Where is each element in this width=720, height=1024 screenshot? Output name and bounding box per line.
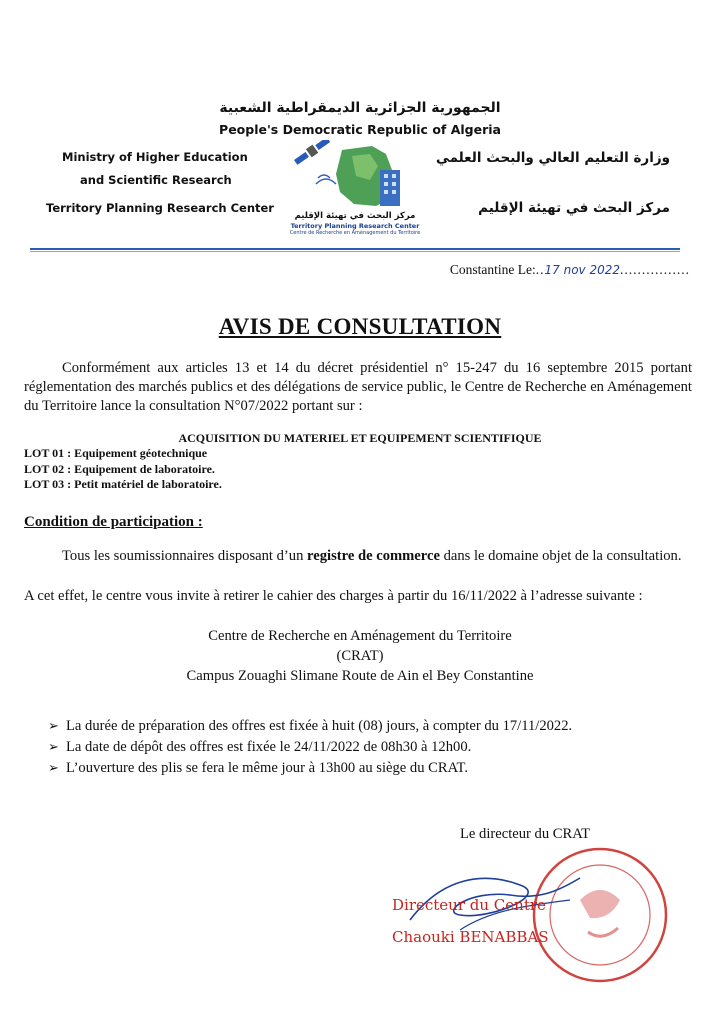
logo-caption-french: Centre de Recherche en Aménagement du Territoire (289, 230, 421, 236)
stamp-director-name: Chaouki BENABBAS (392, 928, 549, 946)
header-divider-secondary (30, 251, 680, 252)
lot-text: Equipement géotechnique (74, 446, 208, 460)
address-line-3: Campus Zouaghi Slimane Route de Ain el Bey Constantine (186, 668, 534, 684)
condition-text-bold: registre de commerce (307, 548, 440, 564)
date-line (450, 262, 690, 278)
research-center-arabic: مركز البحث في تهيئة الإقليم (478, 200, 670, 216)
bullet-text: La date de dépôt des offres est fixée le 24/11/2022 de 08h30 à 12h00. (66, 739, 472, 755)
address-line-2: (CRAT) (336, 648, 384, 664)
lot-text: Petit matériel de laboratoire. (74, 477, 222, 491)
lot-label: LOT 03 : (24, 477, 72, 491)
ministry-arabic: وزارة التعليم العالي والبحث العلمي (435, 150, 670, 166)
header-divider (30, 248, 680, 250)
condition-paragraph-1 (24, 547, 692, 566)
document-title: AVIS DE CONSULTATION (218, 314, 502, 339)
arrow-bullet-icon: ➢ (48, 761, 59, 776)
date-dots-after: ................ (620, 262, 690, 277)
arrow-bullet-icon: ➢ (48, 740, 59, 755)
lot-label: LOT 01 : (24, 446, 72, 460)
list-item (24, 477, 222, 493)
research-center-name: Territory Planning Research Center (46, 201, 274, 215)
bullet-text: L’ouverture des plis se fera le même jour à 13h00 au siège du CRAT. (66, 760, 469, 776)
lot-text: Equipement de laboratoire. (74, 461, 215, 476)
intro-paragraph: Conformément aux articles 13 et 14 du décret présidentiel n° 15-247 du 16 septembre 2015 portant réglementation des marchés publics et des délégations de service public, le Centre de Recherche en Aménagement du Territoire lance la consultation N°07/2022 portant sur : (24, 360, 692, 414)
conditions-list (48, 716, 572, 779)
lots-list (24, 446, 222, 493)
condition-paragraph-2: A cet effet, le centre vous invite à retirer le cahier des charges à partir du 16/11/2022 à l’adresse suivante : (24, 588, 643, 604)
list-item (24, 462, 222, 478)
ministry-line-1: Ministry of Higher Education (62, 150, 248, 164)
satellite-map-icon (280, 140, 430, 212)
ministry-line-2: and Scientific Research (80, 173, 232, 187)
crat-logo (280, 140, 430, 240)
date-label: Constantine Le: (449, 262, 536, 277)
stamp-director-title: Directeur du Centre (392, 896, 546, 914)
list-item (48, 758, 572, 779)
address-line-1: Centre de Recherche en Aménagement du Territoire (208, 628, 512, 644)
handwritten-date: 17 nov 2022 (544, 263, 620, 277)
date-dots-before: .. (535, 262, 545, 277)
list-item (48, 716, 572, 737)
arrow-bullet-icon: ➢ (48, 719, 59, 734)
list-item (24, 446, 222, 462)
arabic-republic-heading: الجمهورية الجزائرية الديمقراطية الشعبية (219, 100, 501, 116)
bullet-text: La durée de préparation des offres est fixée à huit (08) jours, à compter du 17/11/2022. (66, 718, 573, 734)
condition-heading: Condition de participation : (24, 514, 203, 530)
condition-text-before: Tous les soumissionnaires disposant d’un (62, 548, 308, 564)
address-block (0, 626, 720, 686)
lots-heading: ACQUISITION DU MATERIEL ET EQUIPEMENT SCIENTIFIQUE (178, 431, 542, 445)
lot-label: LOT 02 : (24, 461, 72, 476)
english-republic-heading: People's Democratic Republic of Algeria (219, 122, 501, 137)
signatory-title: Le directeur du CRAT (460, 826, 591, 842)
condition-text-after: dans le domaine objet de la consultation. (439, 548, 682, 564)
logo-caption-arabic: مركز البحث في تهيئة الإقليم (294, 211, 416, 221)
logo-caption-english: Territory Planning Research Center (290, 222, 420, 230)
list-item (48, 737, 572, 758)
